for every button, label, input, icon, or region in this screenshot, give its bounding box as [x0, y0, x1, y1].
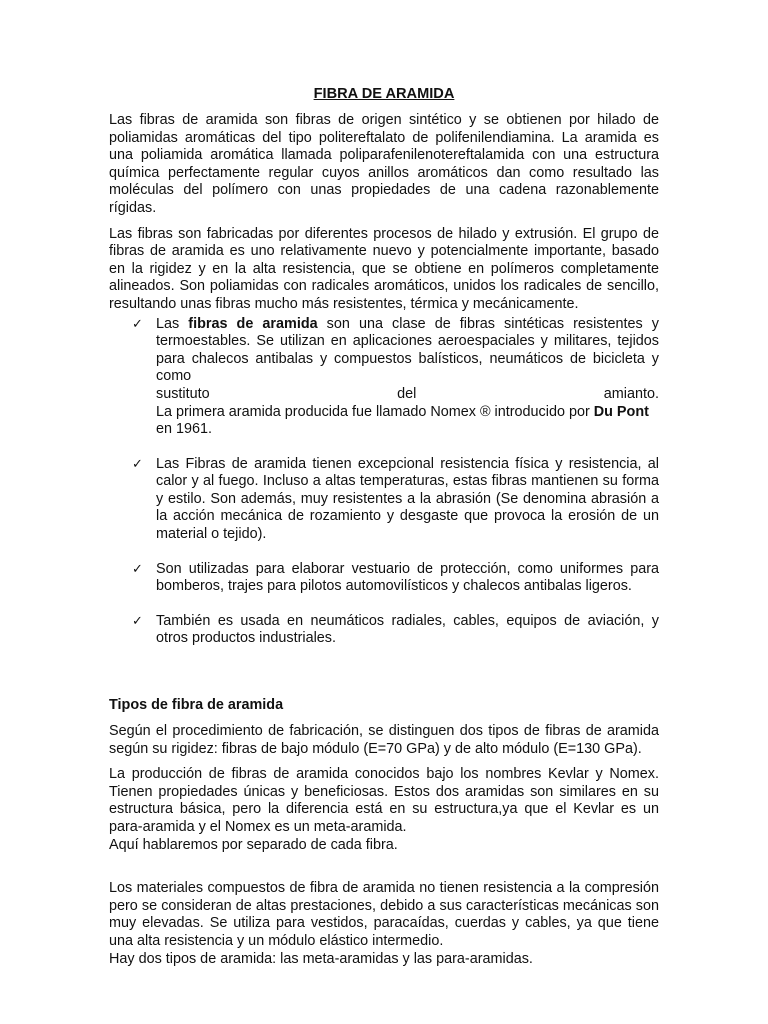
bullet-1-justified-line: sustituto del amianto.	[156, 385, 659, 402]
bullet-4-text: También es usada en neumáticos radiales, cables, equipos de aviación, y otros productos industriales.	[156, 612, 659, 647]
section-paragraph-1: Según el procedimiento de fabricación, se distinguen dos tipos de fibras de aramida según su rigidez: fibras de bajo módulo (E=70 GPa) y de alto módulo (E=130 GPa).	[109, 723, 659, 757]
checklist	[109, 316, 659, 649]
intro-paragraph-1: Las fibras de aramida son fibras de origen sintético y se obtienen por hilado de poliamidas aromáticas del tipo politereftalato de polifenilendiamina. La aramida es una poliamida aromática llamada poliparafenilenotereftalamida con una estructura química perfectamente regular cuyos anillos aromáticos dan como resultado las moléculas del polímero con unas propiedades de una cadena razonablemente rígidas.	[109, 112, 659, 216]
list-item	[109, 456, 659, 544]
section-paragraph-2-last: Aquí hablaremos por separado de cada fibra.	[109, 836, 398, 853]
section-paragraph-3-last: Hay dos tipos de aramida: las meta-aramidas y las para-aramidas.	[109, 950, 533, 967]
bullet-2-text: Las Fibras de aramida tienen excepcional resistencia física y resistencia, al calor y al fuego. Incluso a altas temperaturas, estas fibras mantienen su forma y estilo. Son además, muy resistentes a la abrasión (Se denomina abrasión a la acción mecánica de rozamiento y desgaste que provoca la erosión de un material o tejido).	[156, 455, 659, 543]
bullet-3-text: Son utilizadas para elaborar vestuario de protección, como uniformes para bomberos, trajes para pilotos automovilísticos y chalecos antibalas ligeros.	[156, 560, 659, 595]
bullet-1-second-line: La primera aramida producida fue llamado Nomex ® introducido por Du Pont en 1961.	[156, 403, 649, 438]
section-paragraph-3: Los materiales compuestos de fibra de aramida no tienen resistencia a la compresión pero se consideran de altas prestaciones, debido a sus características mecánicas son muy elevadas. Se utiliza para vestidos, paracaídas, cuerdas y cables, ya que tiene una alta resistencia y un módulo elástico intermedio.	[109, 880, 659, 949]
checkmark-icon: ✓	[132, 613, 143, 629]
page-title: FIBRA DE ARAMIDA	[313, 86, 455, 102]
checkmark-icon: ✓	[132, 456, 143, 472]
section-heading: Tipos de fibra de aramida	[109, 697, 284, 714]
checkmark-icon: ✓	[132, 316, 143, 332]
document-page	[109, 84, 659, 968]
section-paragraph-2: La producción de fibras de aramida conocidos bajo los nombres Kevlar y Nomex. Tienen propiedades únicas y beneficiosas. Estos dos aramidas son similares en su estructura básica, pero la diferencia está en su estructura,ya que el Kevlar es un para-aramida y el Nomex es un meta-aramida.	[109, 766, 659, 835]
list-item	[109, 316, 659, 439]
spacer	[109, 648, 659, 695]
checkmark-icon: ✓	[132, 561, 143, 577]
du-pont-bold: Du Pont	[593, 403, 649, 420]
list-item	[109, 561, 659, 596]
bullet-1-text: Las fibras de aramida son una clase de fibras sintéticas resistentes y termoestables. Se utilizan en aplicaciones aeroespaciales y militares, tejidos para chalecos antibalas y compuestos balísticos, neumáticos de bicicleta y como	[156, 315, 659, 385]
bullet-1-bold: fibras de aramida	[188, 315, 318, 332]
intro-paragraph-2: Las fibras son fabricadas por diferentes procesos de hilado y extrusión. El grupo de fibras de aramida es uno relativamente nuevo y potencialmente importante, basado en la rigidez y en la alta resistencia, que se obtiene en polímeros completamente alineados. Son poliamidas con radicales aromáticos, unidos los radicales de sencillo, resultando unas fibras mucho más resistentes, térmica y mecánicamente.	[109, 225, 659, 312]
spacer	[109, 854, 659, 880]
list-item	[109, 613, 659, 648]
